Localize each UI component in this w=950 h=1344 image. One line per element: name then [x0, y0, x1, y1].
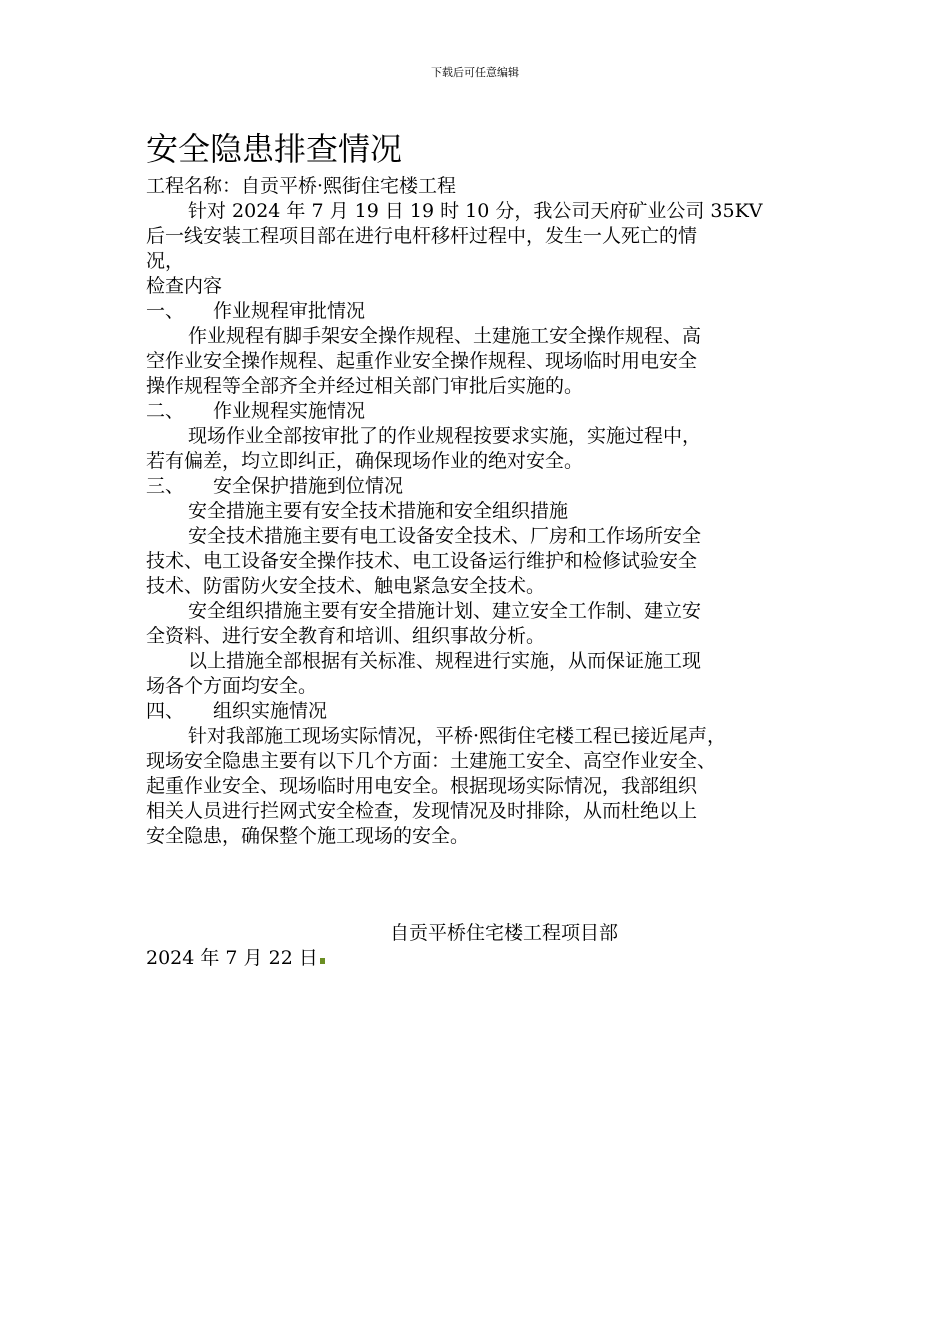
paragraph-line: 安全措施主要有安全技术措施和安全组织措施 — [188, 500, 569, 522]
paragraph-line: 针对我部施工现场实际情况，平桥·熙街住宅楼工程已接近尾声， — [188, 725, 727, 747]
date-line — [146, 946, 325, 971]
paragraph-line: 技术、防雷防火安全技术、触电紧急安全技术。 — [146, 575, 546, 597]
section-title: 作业规程实施情况 — [213, 400, 366, 422]
section-heading — [146, 474, 826, 499]
section-heading — [146, 399, 826, 424]
anchor-mark-icon — [320, 958, 325, 964]
paragraph-line: 以上措施全部根据有关标准、规程进行实施，从而保证施工现 — [188, 650, 702, 672]
paragraph-line: 安全组织措施主要有安全措施计划、建立安全工作制、建立安 — [188, 600, 702, 622]
intro-line: 况， — [146, 250, 185, 272]
paragraph-line: 现场安全隐患主要有以下几个方面：土建施工安全、高空作业安全、 — [146, 750, 717, 772]
paragraph-line: 场各个方面均安全。 — [146, 675, 318, 697]
section-heading — [146, 299, 826, 324]
document-title: 安全隐患排查情况 — [146, 130, 403, 168]
paragraph-line: 全资料、进行安全教育和培训、组织事故分析。 — [146, 625, 546, 647]
paragraph-line: 现场作业全部按审批了的作业规程按要求实施，实施过程中， — [188, 425, 702, 447]
section-number: 二、 — [146, 400, 185, 422]
section-number: 三、 — [146, 475, 185, 497]
section-heading — [146, 699, 826, 724]
section-number: 一、 — [146, 300, 185, 322]
paragraph-line: 起重作业安全、现场临时用电安全。根据现场实际情况，我部组织 — [146, 775, 698, 797]
inspection-heading: 检查内容 — [146, 275, 223, 297]
paragraph-line: 操作规程等全部齐全并经过相关部门审批后实施的。 — [146, 375, 584, 397]
project-name: 工程名称：自贡平桥·熙街住宅楼工程 — [146, 175, 457, 197]
paragraph-line: 技术、电工设备安全操作技术、电工设备运行维护和检修试验安全 — [146, 550, 698, 572]
section-title: 作业规程审批情况 — [213, 300, 366, 322]
paragraph-line: 相关人员进行拦网式安全检查，发现情况及时排除，从而杜绝以上 — [146, 800, 698, 822]
paragraph-line: 安全隐患，确保整个施工现场的安全。 — [146, 825, 470, 847]
intro-line: 后一线安装工程项目部在进行电杆移杆过程中，发生一人死亡的情 — [146, 225, 698, 247]
section-title: 组织实施情况 — [213, 700, 328, 722]
paragraph-line: 作业规程有脚手架安全操作规程、土建施工安全操作规程、高 — [188, 325, 702, 347]
paragraph-line: 若有偏差，均立即纠正，确保现场作业的绝对安全。 — [146, 450, 584, 472]
header-note: 下载后可任意编辑 — [431, 66, 519, 79]
section-title: 安全保护措施到位情况 — [213, 475, 404, 497]
signature-line: 自贡平桥住宅楼工程项目部 — [390, 922, 619, 944]
intro-line: 针对 2024 年 7 月 19 日 19 时 10 分，我公司天府矿业公司 35KV — [188, 200, 763, 222]
paragraph-line: 空作业安全操作规程、起重作业安全操作规程、现场临时用电安全 — [146, 350, 698, 372]
document-body — [146, 174, 826, 849]
document-date: 2024 年 7 月 22 日 — [146, 947, 318, 969]
section-number: 四、 — [146, 700, 185, 722]
paragraph-line: 安全技术措施主要有电工设备安全技术、厂房和工作场所安全 — [188, 525, 702, 547]
